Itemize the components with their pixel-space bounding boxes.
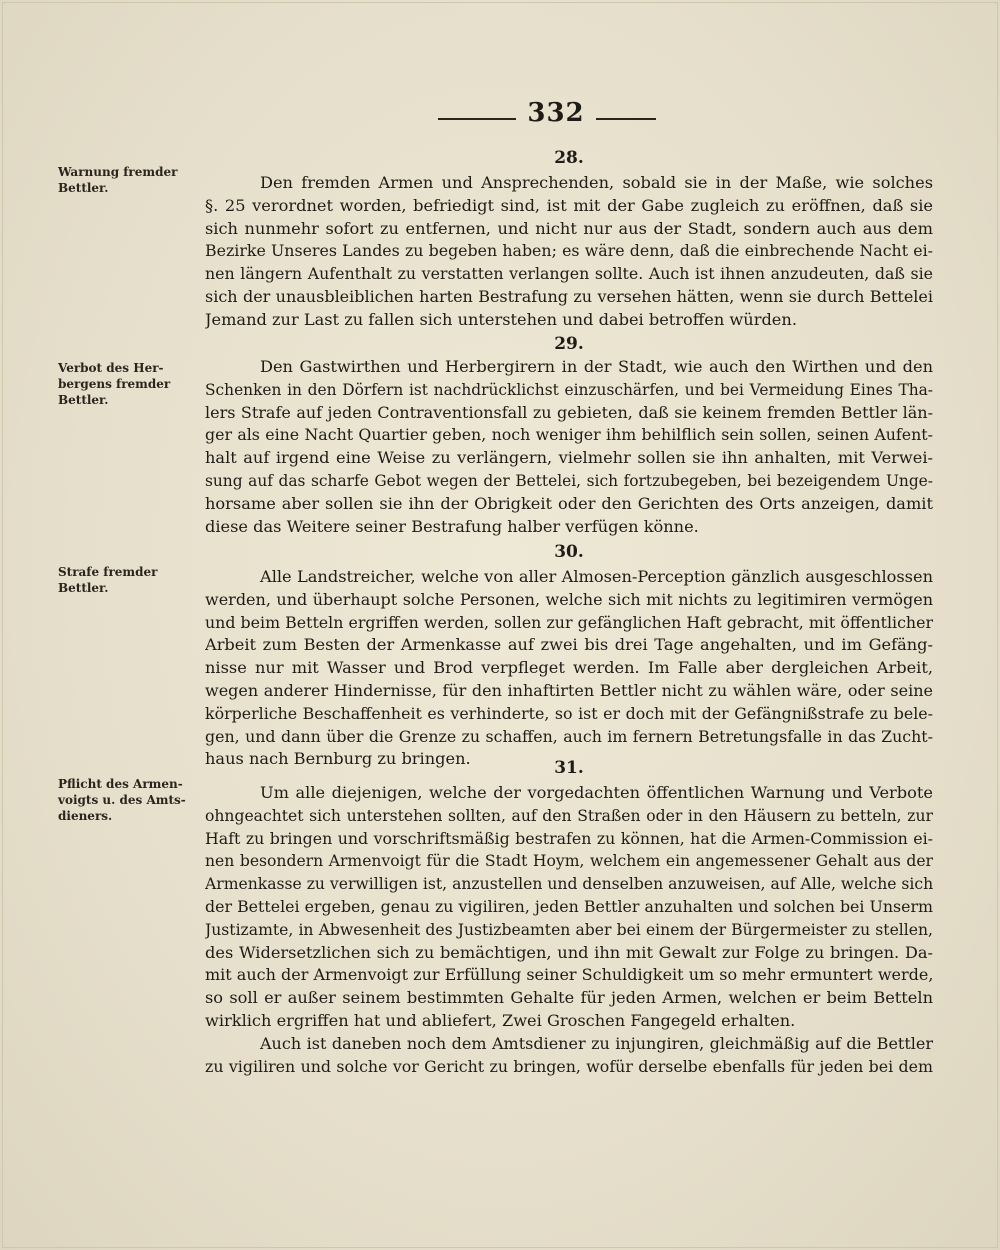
text-line: sung auf das scharfe Gebot wegen der Bettelei, sich fortzubegeben, bei bezeigendem Unge-	[205, 471, 933, 490]
section-number-29: 29.	[554, 334, 584, 354]
margin-note-strafe	[58, 564, 193, 596]
header-rule-left	[438, 118, 516, 120]
margin-note-line: dieners.	[58, 809, 113, 823]
text-line: ger als eine Nacht Quartier geben, noch weniger ihm behilflich sein sollen, seinen Aufent-	[205, 425, 933, 445]
text-line: des Widersetzlichen sich zu bemächtigen, und ihn mit Gewalt zur Folge zu bringen. Da-	[205, 942, 933, 962]
section-number-31: 31.	[554, 758, 584, 778]
margin-note-verbot	[58, 360, 193, 408]
margin-note-line: bergens fremder	[58, 377, 171, 391]
section-number-28: 28.	[554, 148, 584, 168]
margin-note-line: Bettler.	[58, 581, 109, 595]
section-31-paragraph	[205, 782, 933, 1078]
text-line: Schenken in den Dörfern ist nachdrücklichst einzuschärfen, und bei Vermeidung Eines Tha-	[205, 380, 933, 399]
text-line: Auch ist daneben noch dem Amtsdiener zu injungiren, gleichmäßig auf die Bettler	[260, 1033, 933, 1053]
text-line: zu vigiliren und solche vor Gericht zu bringen, wofür derselbe ebenfalls für jeden bei dem	[205, 1056, 933, 1076]
text-line: gen, und dann über die Grenze zu schaffen, auch im fernern Betretungsfalle in das Zucht-	[205, 726, 933, 746]
text-line: nen längern Aufenthalt zu verstatten verlangen sollte. Auch ist ihnen anzudeuten, daß sie	[205, 264, 933, 284]
text-line: Haft zu bringen und vorschriftsmäßig bestrafen zu können, hat die Armen-Commission ei-	[205, 828, 933, 848]
text-line: körperliche Beschaffenheit es verhinderte, so ist er doch mit der Gefängnißstrafe zu bele-	[205, 703, 933, 723]
margin-note-pflicht	[58, 776, 193, 824]
page-number: 332	[527, 98, 585, 128]
text-line: §. 25 verordnet worden, befriedigt sind, ist mit der Gabe zugleich zu eröffnen, daß sie	[205, 195, 933, 215]
text-line: Alle Landstreicher, welche von aller Almosen-Perception gänzlich ausgeschlossen	[260, 567, 933, 586]
text-line: wegen anderer Hindernisse, für den inhaftirten Bettler nicht zu wählen wäre, oder seine	[205, 680, 933, 700]
margin-note-line: Warnung fremder	[58, 165, 178, 179]
text-line: diese das Weitere seiner Bestrafung halber verfügen könne.	[205, 516, 699, 536]
text-line: mit auch der Armenvoigt zur Erfüllung seiner Schuldigkeit um so mehr ermuntert werde,	[205, 965, 933, 985]
text-line: Armenkasse zu verwilligen ist, anzustellen und denselben anzuweisen, auf Alle, welche sich	[205, 875, 933, 894]
text-line: halt auf irgend eine Weise zu verlängern, vielmehr sollen sie ihn anhalten, mit Verwei-	[205, 448, 933, 468]
margin-note-warnung	[58, 164, 193, 196]
text-line: lers Strafe auf jeden Contraventionsfall zu gebieten, daß sie keinem fremden Bettler län-	[205, 402, 933, 422]
text-line: nen besondern Armenvoigt für die Stadt Hoym, welchem ein angemessener Gehalt aus der	[205, 852, 933, 871]
section-28-paragraph	[205, 172, 933, 332]
page-header	[0, 98, 1000, 134]
margin-note-line: Bettler.	[58, 393, 109, 407]
text-line: Justizamte, in Abwesenheit des Justizbeamten aber bei einem der Bürgermeister zu stellen,	[205, 920, 933, 939]
text-line: Jemand zur Last zu fallen sich unterstehen und dabei betroffen würden.	[205, 309, 797, 329]
text-line: nisse nur mit Wasser und Brod verpfleget werden. Im Falle aber dergleichen Arbeit,	[205, 658, 933, 678]
text-line: haus nach Bernburg zu bringen.	[205, 749, 471, 769]
text-line: werden, und überhaupt solche Personen, welche sich mit nichts zu legitimiren vermögen	[205, 589, 933, 609]
text-line: Arbeit zum Besten der Armenkasse auf zwei bis drei Tage angehalten, und im Gefäng-	[205, 635, 933, 655]
section-30-paragraph	[205, 566, 933, 771]
text-line: Den fremden Armen und Ansprechenden, sobald sie in der Maße, wie solches	[260, 173, 933, 192]
text-line: Bezirke Unseres Landes zu begeben haben; es wäre denn, daß die einbrechende Nacht ei-	[205, 241, 933, 261]
text-line: und beim Betteln ergriffen werden, sollen zur gefänglichen Haft gebracht, mit öffentlicher	[205, 612, 933, 632]
margin-note-line: Pflicht des Armen-	[58, 777, 183, 791]
margin-note-line: Verbot des Her-	[58, 361, 164, 375]
text-line: horsame aber sollen sie ihn der Obrigkeit oder den Gerichten des Orts anzeigen, damit	[205, 493, 933, 513]
text-line: wirklich ergriffen hat und abliefert, Zwei Groschen Fangegeld erhalten.	[205, 1010, 796, 1030]
margin-note-line: Strafe fremder	[58, 565, 158, 579]
text-line: Den Gastwirthen und Herbergirern in der Stadt, wie auch den Wirthen und den	[260, 357, 933, 376]
margin-note-line: Bettler.	[58, 181, 109, 195]
header-rule-right	[596, 118, 656, 120]
section-number-30: 30.	[554, 542, 584, 562]
text-line: Um alle diejenigen, welche der vorgedachten öffentlichen Warnung und Verbote	[260, 783, 933, 802]
text-line: der Bettelei ergeben, genau zu vigiliren, jeden Bettler anzuhalten und solchen bei Unserm	[205, 896, 933, 916]
text-line: sich nunmehr sofort zu entfernen, und nicht nur aus der Stadt, sondern auch aus dem	[205, 218, 933, 238]
text-line: ohngeachtet sich unterstehen sollten, auf den Straßen oder in den Häusern zu betteln, zur	[205, 806, 933, 825]
section-29-paragraph	[205, 356, 933, 538]
text-line: sich der unausbleiblichen harten Bestrafung zu versehen hätten, wenn sie durch Bettelei	[205, 286, 933, 306]
margin-note-line: voigts u. des Amts-	[58, 793, 186, 807]
text-line: so soll er außer seinem bestimmten Gehalte für jeden Armen, welchen er beim Betteln	[205, 988, 933, 1008]
